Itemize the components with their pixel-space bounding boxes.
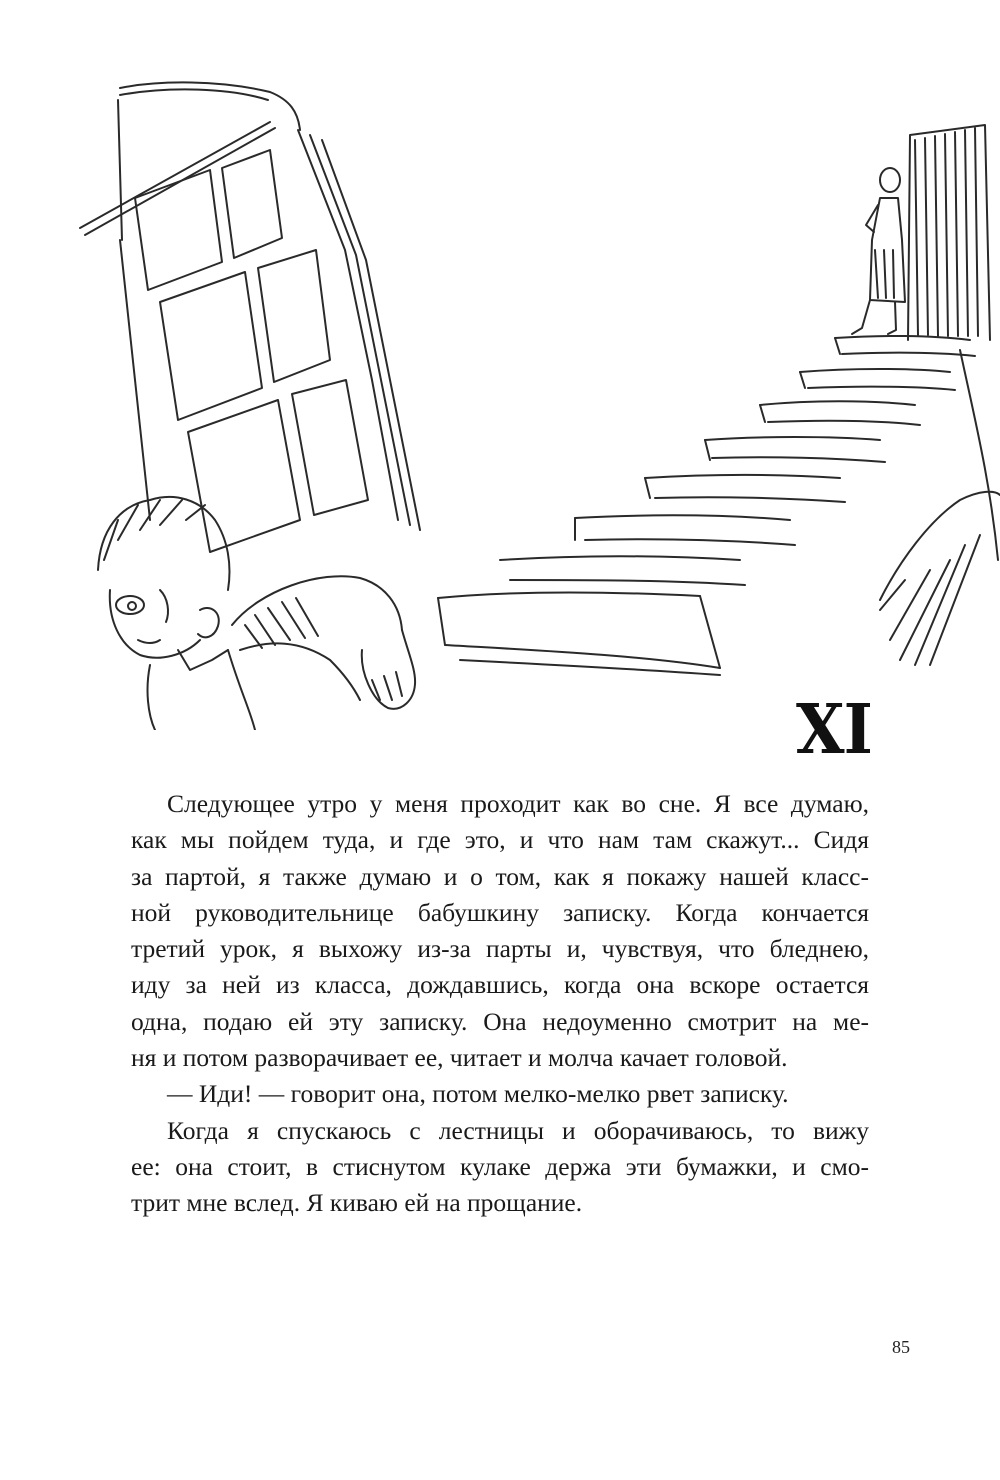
text-line: Следующее утро у меня проходит как во сне. Я все думаю, [167, 789, 869, 818]
text-line: иду за ней из класса, дождавшись, когда она вскоре остается [131, 970, 869, 1000]
woman-in-doorway-drawing [852, 125, 990, 340]
text-line: ной руководительнице бабушкину записку. Когда кончается [131, 897, 869, 927]
text-line: как мы пойдем туда, и где это, и что нам там скажут... Сидя [131, 825, 869, 855]
page-number: 85 [892, 1337, 910, 1357]
text-line: — Иди! — говорит она, потом мелко-мелко рвет записку. [167, 1079, 789, 1109]
text-line: третий урок, я выхожу из-за парты и, чувствуя, что бледнею, [131, 934, 869, 964]
text-line: одна, подаю ей эту записку. Она недоуменно смотрит на ме- [131, 1006, 869, 1036]
text-line: за партой, я также думаю и о том, как я покажу нашей класс- [131, 861, 869, 891]
text-line: Когда я спускаюсь с лестницы и оборачиваюсь, то вижу [167, 1115, 869, 1145]
paragraph [131, 1113, 869, 1222]
window-drawing [80, 82, 420, 552]
text-line: ня и потом разворачивает ее, читает и молча качает головой. [131, 1043, 788, 1073]
paragraph [131, 1076, 869, 1112]
chapter-body-text [131, 786, 869, 1222]
text-line: ее: она стоит, в стиснутом кулаке держа эти бумажки, и смо- [131, 1151, 869, 1181]
boy-drawing [98, 497, 415, 730]
paragraph [131, 786, 869, 1076]
staircase-drawing [438, 336, 1000, 675]
chapter-number: XI [796, 690, 872, 770]
text-line: трит мне вслед. Я киваю ей на прощание. [131, 1188, 583, 1218]
chapter-illustration [0, 0, 1000, 730]
